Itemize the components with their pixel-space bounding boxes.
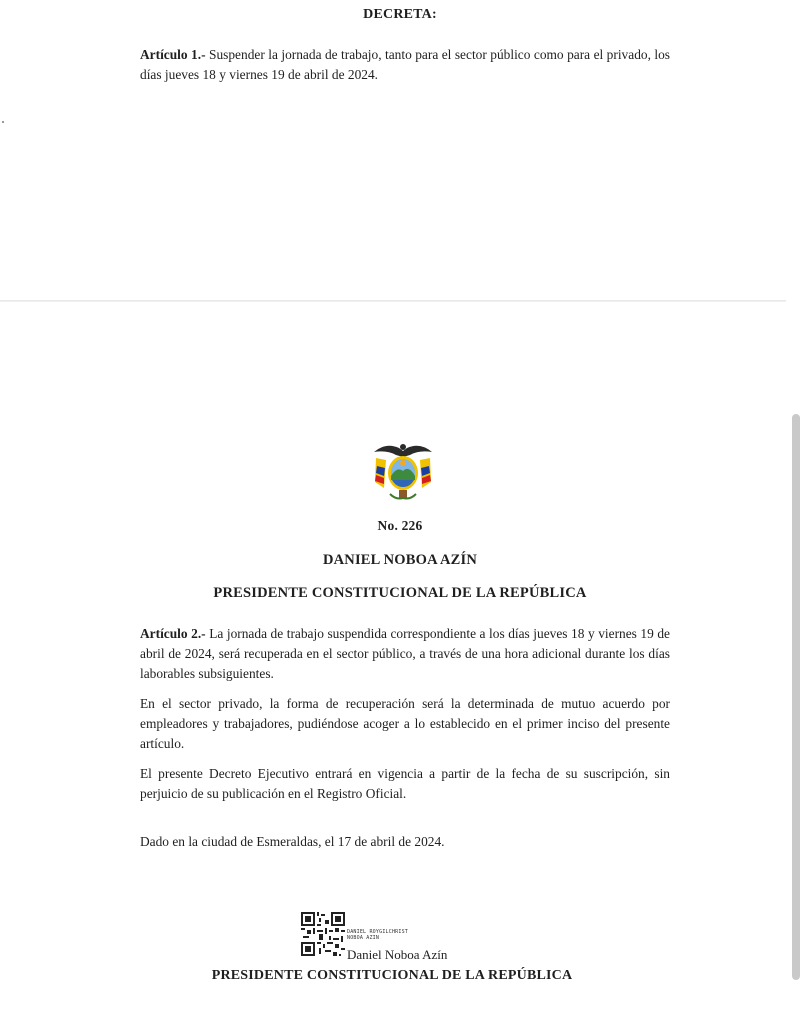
decree-number: No. 226	[377, 518, 423, 533]
qr-caption	[347, 929, 408, 941]
qr-caption-line1: DANIEL ROYGILCHRIST	[347, 929, 408, 935]
articulo-1-text: Suspender la jornada de trabajo, tanto para el sector público como para el privado, los días jueves 18 y viernes 19 de abril de 2024.	[140, 47, 671, 82]
signer-name: Daniel Noboa Azín	[347, 947, 448, 962]
dado-en-paragraph: Dado en la ciudad de Esmeraldas, el 17 de abril de 2024.	[140, 834, 445, 849]
president-name: DANIEL NOBOA AZÍN	[322, 552, 478, 568]
decreta-heading: DECRETA:	[363, 7, 437, 22]
articulo-1-paragraph	[140, 45, 670, 85]
signer-title: PRESIDENTE CONSTITUCIONAL DE LA REPÚBLICA	[211, 968, 573, 983]
articulo-1-label: Artículo 1.-	[140, 47, 206, 62]
scan-mark	[2, 121, 4, 123]
articulo-2-text: La jornada de trabajo suspendida correspondiente a los días jueves 18 y viernes 19 de abril de 2024, será recuperada en el sector público, a través de una hora adicional durante los días laborables subsiguientes.	[140, 626, 671, 681]
vertical-scrollbar[interactable]	[792, 414, 800, 980]
vigencia-paragraph: El presente Decreto Ejecutivo entrará en vigencia a partir de la fecha de su suscripción, sin perjuicio de su publicación en el Registro Oficial.	[140, 766, 670, 801]
qr-code-icon	[301, 912, 345, 956]
private-sector-paragraph: En el sector privado, la forma de recuperación será la determinada de mutuo acuerdo por empleadores y trabajadores, pudiéndose acoger a lo establecido en el primer inciso del presente artículo.	[140, 696, 670, 751]
president-title: PRESIDENTE CONSTITUCIONAL DE LA REPÚBLICA	[213, 585, 587, 601]
ecuador-coat-of-arms-icon	[372, 438, 434, 502]
articulo-2-paragraph	[140, 624, 670, 684]
articulo-2-label: Artículo 2.-	[140, 626, 206, 641]
page-divider	[0, 300, 786, 302]
document-page-top	[0, 0, 786, 302]
qr-caption-line2: NOBOA AZIN	[347, 935, 380, 941]
